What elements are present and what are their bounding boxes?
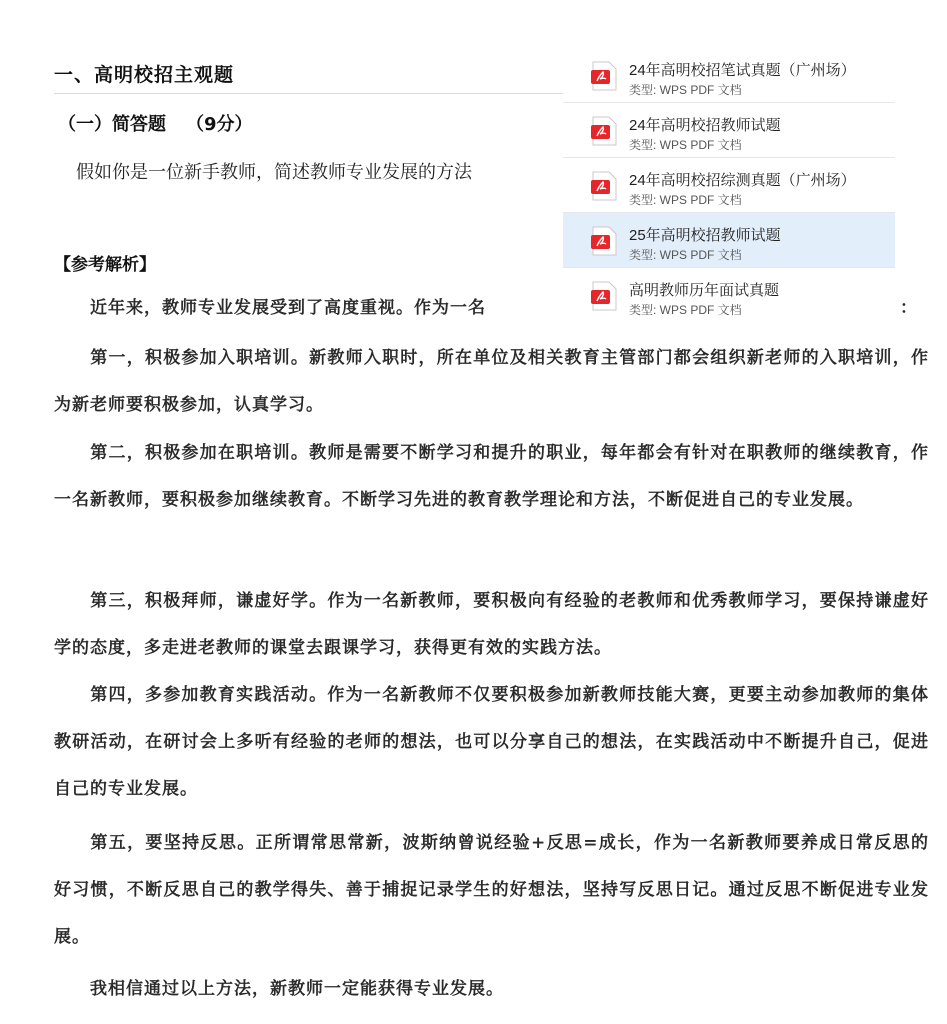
file-type: 类型: WPS PDF 文档	[629, 193, 742, 207]
file-type: 类型: WPS PDF 文档	[629, 248, 742, 262]
section-heading: 一、高明校招主观题	[54, 64, 235, 86]
paragraph-text: 我相信通过以上方法，新教师一定能获得专业发展。	[90, 979, 504, 999]
answer-paragraph	[54, 578, 929, 672]
pdf-icon	[591, 281, 617, 311]
paragraph-text: 第五，要坚持反思。正所谓常思常新，波斯纳曾说经验+反思=成长，作为一名新教师要养成日常反思的好习惯，不断反思自己的教学得失、善于捕捉记录学生的好想法，坚持写反思日记。通过反思不断促进专业发展。	[54, 833, 929, 947]
answer-paragraph	[54, 820, 929, 961]
file-item[interactable]	[563, 103, 895, 158]
file-type: 类型: WPS PDF 文档	[629, 303, 742, 317]
paragraph-text: 第三，积极拜师，谦虚好学。作为一名新教师，要积极向有经验的老教师和优秀教师学习，要保持谦虚好学的态度，多走进老教师的课堂去跟课学习，获得更有效的实践方法。	[54, 591, 929, 658]
answer-paragraph	[54, 672, 929, 813]
answer-paragraph	[54, 430, 929, 524]
file-type: 类型: WPS PDF 文档	[629, 83, 742, 97]
question-text: 假如你是一位新手教师，简述教师专业发展的方法	[76, 162, 472, 183]
reference-title: 【参考解析】	[54, 255, 156, 275]
file-list-popup	[563, 48, 895, 322]
pdf-icon	[591, 116, 617, 146]
file-item[interactable]	[563, 48, 895, 103]
file-item-selected[interactable]	[563, 213, 895, 268]
answer-paragraph	[54, 966, 929, 1013]
file-name: 24年高明校招综测真题（广州场）	[629, 172, 856, 189]
file-name: 24年高明校招笔试真题（广州场）	[629, 62, 856, 79]
file-name: 高明教师历年面试真题	[629, 282, 780, 299]
paragraph-text: 第一，积极参加入职培训。新教师入职时，所在单位及相关教育主管部门都会组织新老师的入职培训，作为新老师要积极参加，认真学习。	[54, 348, 929, 415]
file-name: 25年高明校招教师试题	[629, 227, 781, 244]
heading-divider	[54, 93, 564, 94]
subsection-title: （一）简答题	[58, 114, 166, 135]
answer-paragraph	[54, 335, 929, 429]
subsection-heading	[58, 110, 253, 136]
file-name: 24年高明校招教师试题	[629, 117, 781, 134]
pdf-icon	[591, 226, 617, 256]
paragraph-text: 近年来，教师专业发展受到了高度重视。作为一名	[90, 298, 486, 318]
pdf-icon	[591, 171, 617, 201]
paragraph-text: 第二，积极参加在职培训。教师是需要不断学习和提升的职业，每年都会有针对在职教师的继续教育，作一名新教师，要积极参加继续教育。不断学习先进的教育教学理论和方法，不断促进自己的专业发展。	[54, 443, 929, 510]
file-type: 类型: WPS PDF 文档	[629, 138, 742, 152]
file-item[interactable]	[563, 268, 895, 322]
file-item[interactable]	[563, 158, 895, 213]
paragraph-text: 第四，多参加教育实践活动。作为一名新教师不仅要积极参加新教师技能大赛，更要主动参加教师的集体教研活动，在研讨会上多听有经验的老师的想法，也可以分享自己的想法，在实践活动中不断提升自己，促进自己的专业发展。	[54, 685, 929, 799]
pdf-icon	[591, 61, 617, 91]
paragraph-tail: ：	[900, 298, 918, 318]
score-label: （9分）	[186, 114, 253, 135]
